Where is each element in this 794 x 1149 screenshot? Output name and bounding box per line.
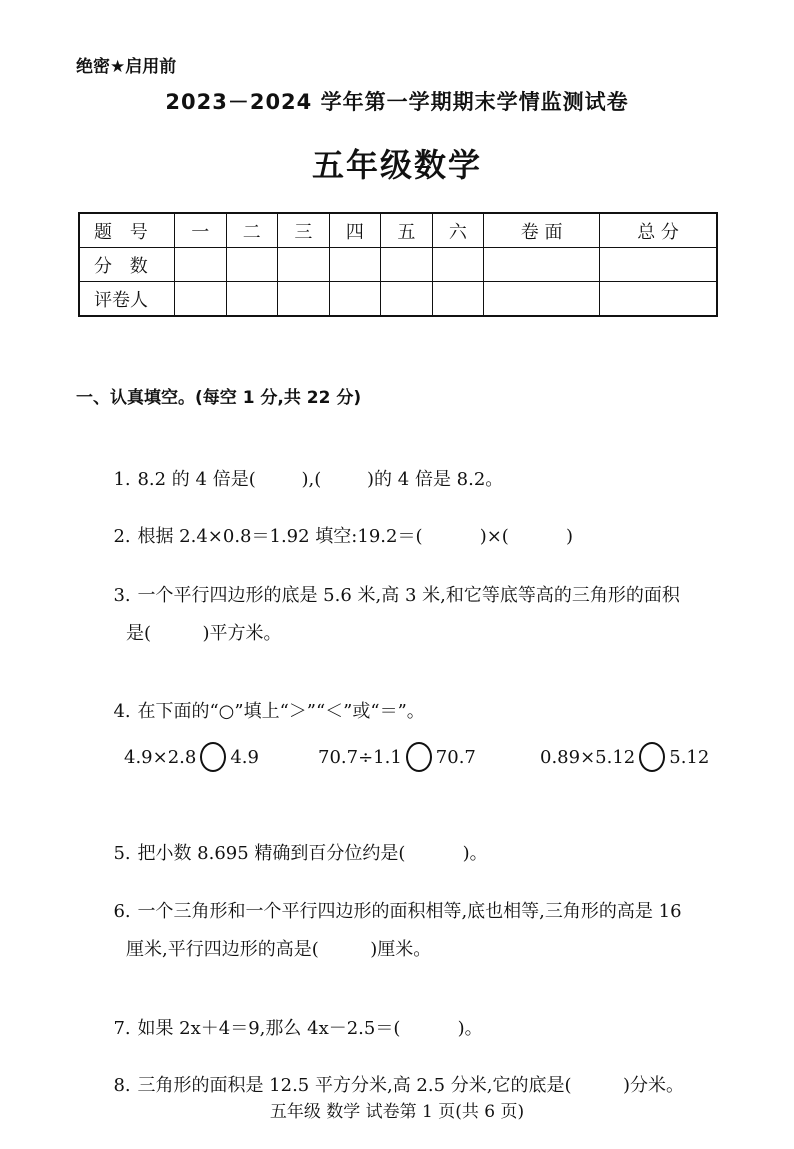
question-text: 如果 2x＋4＝9,那么 4x－2.5＝( )。 (137, 1018, 483, 1039)
question-2 (102, 501, 573, 548)
comparison-1 (124, 742, 259, 772)
comparison-right: 70.7 (435, 746, 476, 768)
question-7 (102, 993, 483, 1040)
header-cell: 五 (381, 213, 433, 248)
header-cell: 三 (278, 213, 330, 248)
header-cell: 一 (175, 213, 227, 248)
question-5 (102, 818, 488, 865)
secret-mark: 绝密★启用前 (76, 57, 177, 77)
section-title: 一、认真填空。(每空 1 分,共 22 分) (76, 388, 362, 408)
question-text: 一个三角形和一个平行四边形的面积相等,底也相等,三角形的高是 16 (137, 901, 682, 922)
page-footer: 五年级 数学 试卷第 1 页(共 6 页) (269, 1102, 525, 1122)
score-table-header-row (79, 213, 717, 248)
comparison-2 (318, 742, 476, 772)
question-text: 一个平行四边形的底是 5.6 米,高 3 米,和它等底等高的三角形的面积 (137, 585, 680, 606)
score-cell (329, 282, 381, 317)
score-cell (278, 282, 330, 317)
question-3-continuation: 是( )平方米。 (126, 623, 282, 644)
comparison-right: 4.9 (230, 746, 259, 768)
question-1 (102, 444, 503, 491)
header-cell: 题 号 (79, 213, 175, 248)
comparison-left: 0.89×5.12 (540, 746, 636, 768)
header-cell: 二 (226, 213, 278, 248)
score-cell (600, 248, 717, 282)
score-cell (278, 248, 330, 282)
question-number: 6. (113, 901, 131, 922)
question-number: 4. (113, 701, 131, 722)
header-cell: 总 分 (600, 213, 717, 248)
score-cell (381, 282, 433, 317)
comparison-left: 4.9×2.8 (124, 746, 197, 768)
score-cell (484, 248, 600, 282)
question-3 (102, 560, 680, 607)
subject-title: 五年级数学 (311, 146, 482, 184)
question-8 (102, 1050, 684, 1097)
exam-title: 2023－2024 学年第一学期期末学情监测试卷 (165, 90, 629, 114)
question-number: 8. (113, 1075, 131, 1096)
question-6-continuation: 厘米,平行四边形的高是( )厘米。 (126, 939, 432, 960)
score-cell (600, 282, 717, 317)
question-4 (102, 676, 425, 723)
score-cell (226, 282, 278, 317)
question-number: 3. (113, 585, 131, 606)
score-cell (175, 248, 227, 282)
comparison-circle[interactable] (406, 742, 432, 772)
row-label: 评卷人 (79, 282, 175, 317)
header-cell: 四 (329, 213, 381, 248)
score-cell (432, 248, 484, 282)
question-text: 把小数 8.695 精确到百分位约是( )。 (137, 843, 488, 864)
question-text: 三角形的面积是 12.5 平方分米,高 2.5 分米,它的底是( )分米。 (137, 1075, 685, 1096)
question-text: 8.2 的 4 倍是( ),( )的 4 倍是 8.2。 (137, 469, 504, 490)
comparison-right: 5.12 (669, 746, 710, 768)
score-cell (381, 248, 433, 282)
question-number: 1. (113, 469, 131, 490)
score-cell (329, 248, 381, 282)
question-text: 在下面的“○”填上“＞”“＜”或“＝”。 (137, 701, 425, 722)
header-cell: 卷 面 (484, 213, 600, 248)
score-cell (226, 248, 278, 282)
comparison-circle[interactable] (200, 742, 226, 772)
score-cell (432, 282, 484, 317)
score-table-row (79, 282, 717, 317)
header-cell: 六 (432, 213, 484, 248)
score-table (78, 212, 718, 317)
question-number: 5. (113, 843, 131, 864)
comparison-circle[interactable] (639, 742, 665, 772)
comparison-3 (540, 742, 709, 772)
question-number: 7. (113, 1018, 131, 1039)
score-cell (484, 282, 600, 317)
question-number: 2. (113, 526, 131, 547)
score-cell (175, 282, 227, 317)
question-6 (102, 876, 682, 923)
row-label: 分 数 (79, 248, 175, 282)
question-text: 根据 2.4×0.8＝1.92 填空:19.2＝( )×( ) (137, 526, 574, 547)
comparison-left: 70.7÷1.1 (318, 746, 402, 768)
score-table-row (79, 248, 717, 282)
